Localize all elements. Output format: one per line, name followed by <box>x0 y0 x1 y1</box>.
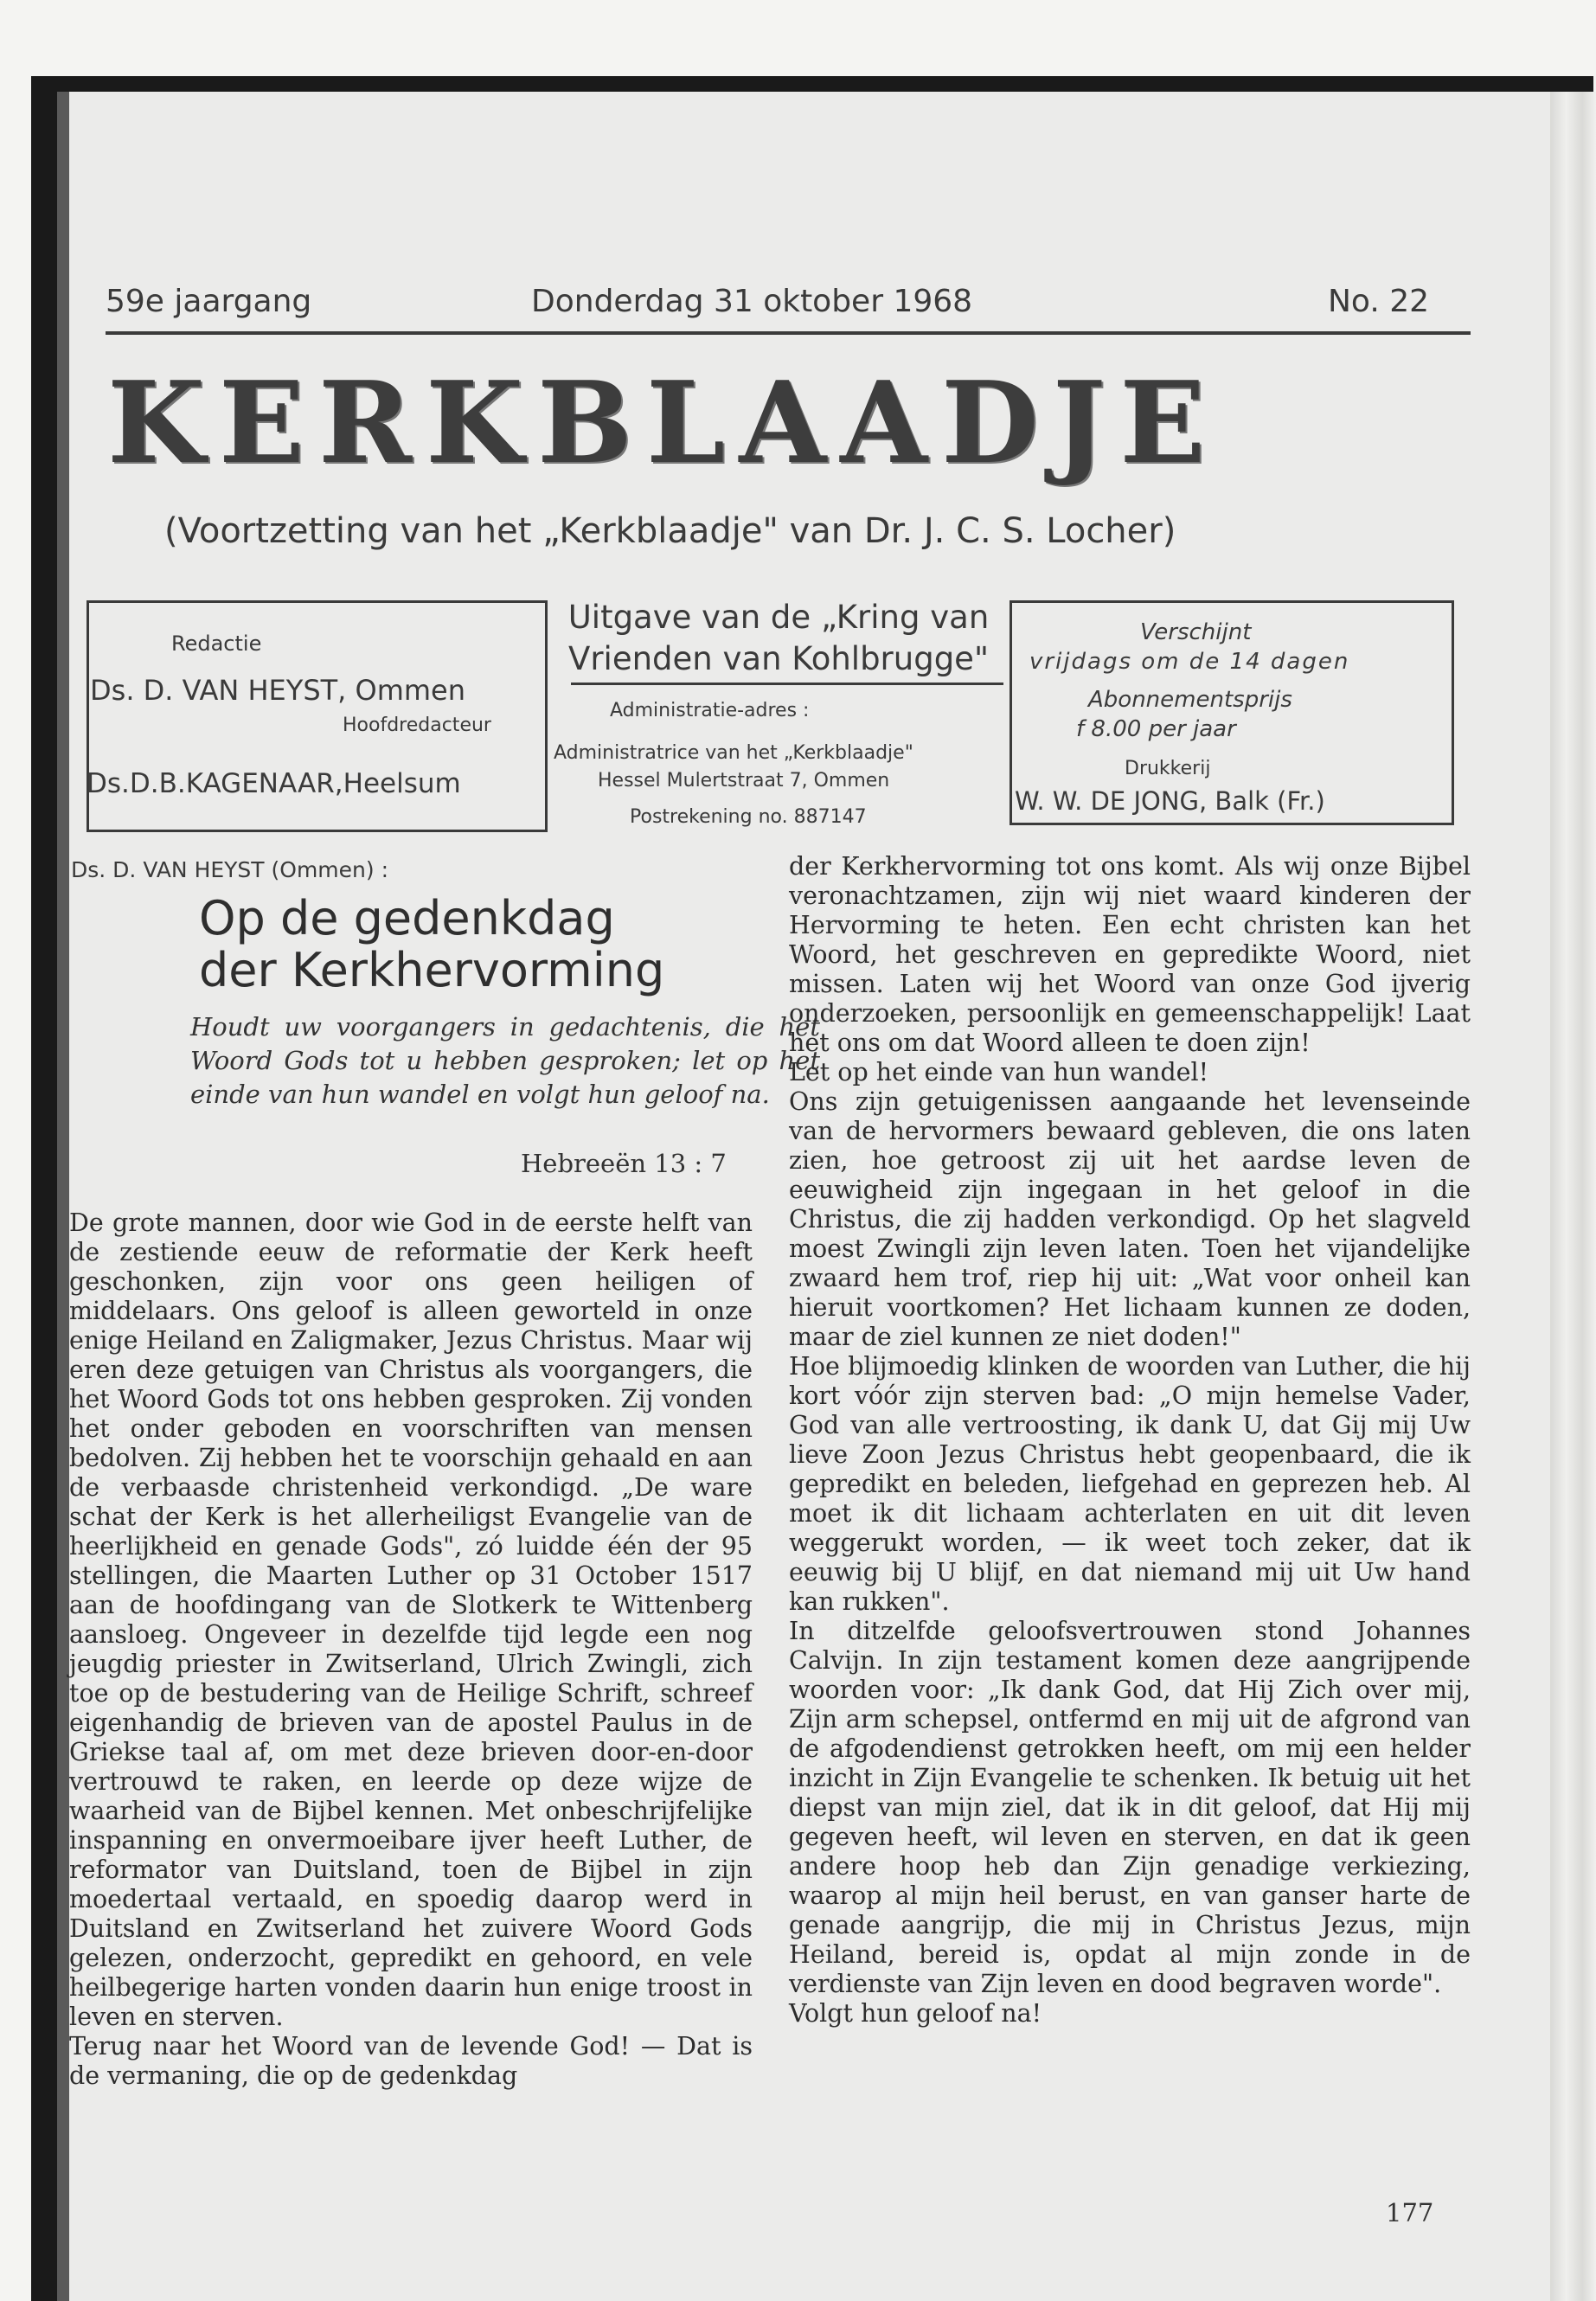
paragraph: De grote mannen, door wie God in de eerste helft van de zestiende eeuw de reformatie der Kerk heeft geschonken, zijn voor ons geen heiligen of middelaars. Ons geloof is alleen geworteld in onze enige Heiland en Zaligmaker, Jezus Christus. Maar wij eren deze getuigen van Christus als voorgangers, die het Woord Gods tot ons hebben gesproken. Zij vonden het onder geboden en voorschriften van mensen bedolven. Zij hebben het te voorschijn gehaald en aan de verbaasde christenheid verkondigd. „De ware schat der Kerk is het allerheiligst Evangelie van de heerlijkheid en genade Gods", zó luidde één der 95 stellingen, die Maarten Luther op 31 October 1517 aan de hoofdingang van de Slotkerk te Wittenberg aansloeg. Ongeveer in dezelfde tijd legde een nog jeugdig priester in Zwitserland, Ulrich Zwingli, zich toe op de bestudering van de Heilige Schrift, schreef eigenhandig de brieven van de apostel Paulus in de Griekse taal af, om met deze brieven door-en-door vertrouwd te raken, en leerde op deze wijze de waarheid van de Bijbel kennen. Met onbeschrijfelijke inspanning en onvermoeibare ijver heeft Luther, de reformator van Duitsland, toen de Bijbel in zijn moedertaal vertaald, en spoedig daarop werd in Duitsland en Zwitserland het zuivere Woord Gods gelezen, onderzocht, gepredikt en gehoord, en vele heilbegerige harten vonden daarin hun enige troost in leven en sterven. <box>69 1208 753 2031</box>
page-number: 177 <box>1386 2198 1434 2227</box>
masthead-subtitle: (Voortzetting van het „Kerkblaadje" van Dr. J. C. S. Locher) <box>164 511 1176 551</box>
subscription-label: Abonnementsprijs <box>1088 687 1292 713</box>
masthead-title: KERKBLAADJE <box>107 356 1220 489</box>
verschijnt-label: Verschijnt <box>1140 619 1252 645</box>
editor-in-chief: Ds. D. VAN HEYST, Ommen <box>90 674 466 707</box>
publisher-rule <box>571 683 1003 685</box>
paragraph: Let op het einde van hun wandel! <box>789 1058 1209 1086</box>
paragraph: Ons zijn getuigenissen aangaande het levenseinde van de hervormers bewaard gebleven, die ons laten zien, hoe getroost zij uit het aardse leven de eeuwigheid zijn ingegaan in het geloof in die Christus, die zij hadden verkondigd. Op het slagveld moest Zwingli zijn leven laten. Toen het vijandelijke zwaard hem trof, riep hij uit: „Wat voor onheil kan hieruit voortkomen? Het lichaam kunnen ze doden, maar de ziel kunnen ze niet doden!" <box>789 1087 1471 1351</box>
printer-label: Drukkerij <box>1125 758 1211 779</box>
editor-second: Ds.D.B.KAGENAAR,Heelsum <box>87 768 461 799</box>
postrekening: Postrekening no. 887147 <box>630 806 867 828</box>
article-title: Op de gedenkdag der Kerkhervorming <box>199 891 665 997</box>
newspaper-page <box>69 92 1550 2301</box>
volume-label: 59e jaargang <box>106 284 312 319</box>
publisher-title: Uitgave van de „Kring van Vrienden van Kohlbrugge" <box>567 599 990 677</box>
frequency: vrijdags om de 14 dagen <box>1029 649 1350 675</box>
header-rule <box>106 331 1471 335</box>
scan-border-left <box>31 76 57 2301</box>
scan-border-left-inner <box>57 92 69 2301</box>
paragraph: der Kerkhervorming tot ons komt. Als wij onze Bijbel veronachtzamen, zijn wij niet waard kinderen der Hervorming te heten. Een echt christen kan het Woord, het geschreven en gepredikte Woord, niet missen. Laten wij het Woord van onze God ijverig onderzoeken, persoonlijk en gemeenschappelijk! Laat het ons om dat Woord alleen te doen zijn! <box>789 852 1471 1057</box>
article-author: Ds. D. VAN HEYST (Ommen) : <box>71 857 389 882</box>
editor-role: Hoofdredacteur <box>343 715 491 736</box>
printer-name: W. W. DE JONG, Balk (Fr.) <box>1015 786 1325 816</box>
epigraph: Houdt uw voorgangers in gedachtenis, die het Woord Gods tot u hebben gesproken; let op het einde van hun wandel en volgt hun geloof na. <box>190 1012 820 1109</box>
redactie-label: Redactie <box>171 631 262 656</box>
issue-date: Donderdag 31 oktober 1968 <box>531 284 973 319</box>
paragraph: Terug naar het Woord van de levende God! — Dat is de vermaning, die op de gedenkdag <box>69 2032 753 2090</box>
article-column-right <box>789 852 1471 2029</box>
admin-line-2: Hessel Mulertstraat 7, Ommen <box>598 770 890 792</box>
page-edge <box>1550 92 1596 2301</box>
paragraph: In ditzelfde geloofsvertrouwen stond Johannes Calvijn. In zijn testament komen deze aangrijpende woorden voor: „Ik dank God, dat Hij Zich over mij, Zijn arm schepsel, ontfermd en mij uit de afgrond van de afgodendienst getrokken heeft, om mij een helder inzicht in Zijn Evangelie te schenken. Ik betuig uit het diepst van mijn ziel, dat ik in dit geloof, dat Hij mij gegeven heeft, wil leven en sterven, en dat ik geen andere hoop heb dan Zijn genadige verkiezing, waarop al mijn heil berust, en van ganser harte de genade aangrijp, die mij in Christus Jezus, mijn Heiland, bereid is, opdat al mijn zonde in de verdienste van Zijn leven en dood begraven worde". <box>789 1617 1471 1998</box>
subscription-price: f 8.00 per jaar <box>1076 716 1236 742</box>
admin-label: Administratie-adres : <box>610 700 810 721</box>
scan-border-top <box>31 76 1593 92</box>
article-column-left <box>69 1208 753 2091</box>
paragraph: Volgt hun geloof na! <box>789 1999 1042 2028</box>
epigraph-reference: Hebreeën 13 : 7 <box>521 1149 727 1178</box>
paragraph: Hoe blijmoedig klinken de woorden van Luther, die hij kort vóór zijn sterven bad: „O mijn hemelse Vader, God van alle vertroosting, ik dank U, dat Gij mij Uw lieve Zoon Jezus Christus hebt geopenbaard, die ik gepredikt en beleden, liefgehad en geprezen heb. Al moet ik dit lichaam achterlaten en uit dit leven weggerukt worden, — ik weet toch zeker, dat ik eeuwig bij U blijf, en dat niemand mij uit Uw hand kan rukken". <box>789 1352 1471 1616</box>
issue-number: No. 22 <box>1328 284 1430 319</box>
admin-line-1: Administratrice van het „Kerkblaadje" <box>554 742 913 764</box>
